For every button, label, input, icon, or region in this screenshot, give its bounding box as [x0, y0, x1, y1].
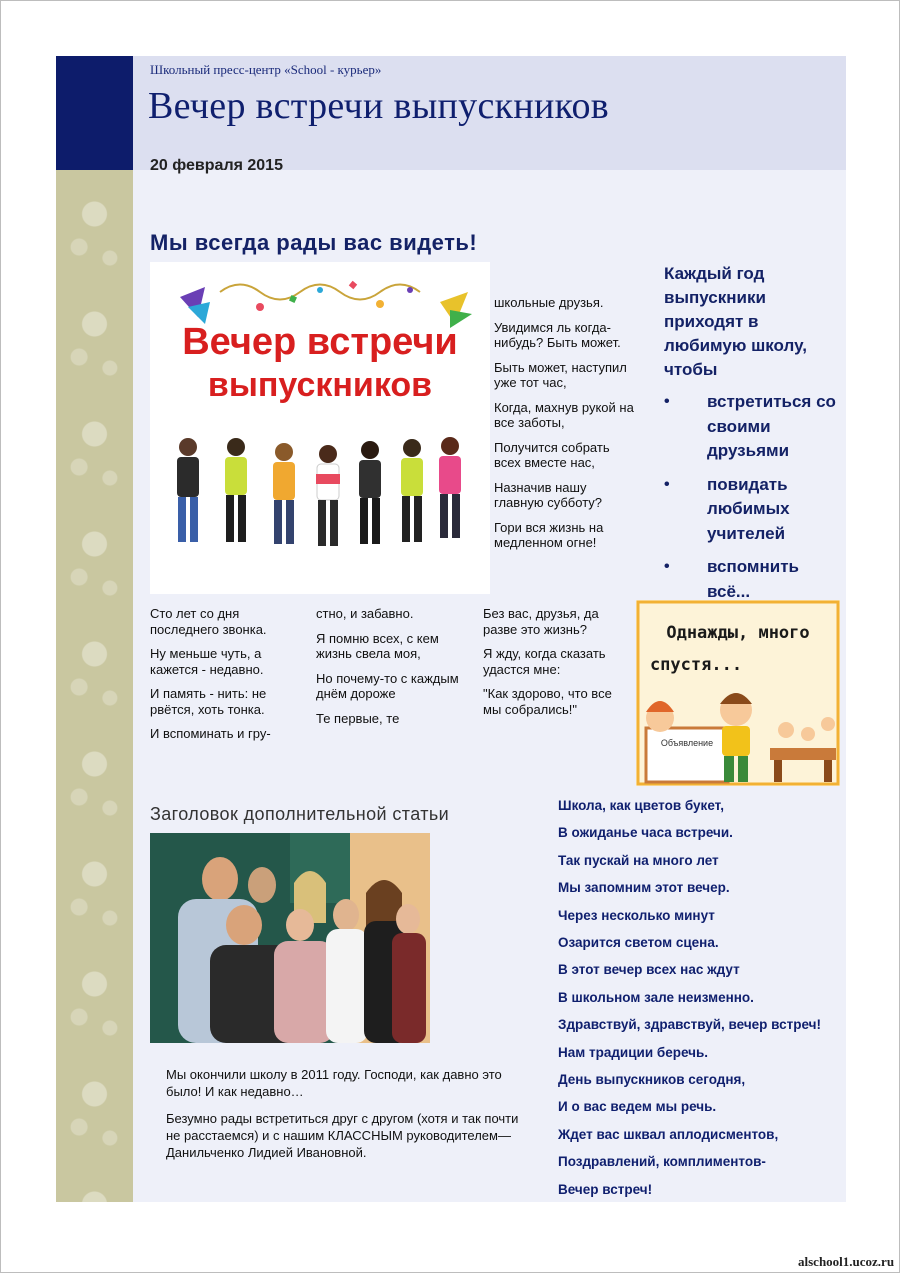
- verse-line: Ждет вас шквал аплодисментов,: [558, 1126, 779, 1142]
- hero-image: [150, 262, 490, 594]
- verse-line: Здравствуй, здравствуй, вечер встреч!: [558, 1017, 821, 1033]
- cartoon-illustration: [636, 600, 840, 786]
- poem-line: Я жду, когда сказать удастся мне:: [483, 646, 606, 677]
- verse-line: Поздравлений, комплиментов-: [558, 1154, 766, 1170]
- bullet-icon: •: [664, 475, 670, 493]
- hero-text-line2: выпускников: [207, 366, 433, 404]
- issue-date: 20 февраля 2015: [150, 157, 283, 174]
- poem-line: Но почему-то с каждым днём дороже: [316, 670, 459, 701]
- poem-column-right: [494, 295, 634, 560]
- verse-line: И о вас ведем мы речь.: [558, 1099, 717, 1115]
- sidebar-list: [650, 390, 840, 604]
- poem-column-2: [316, 606, 466, 735]
- verse-line: В этот вечер всех нас ждут: [558, 962, 740, 978]
- illustration-caption-line1: Однажды, много: [666, 623, 810, 643]
- article-paragraph: Безумно рады встретиться друг с другом (хотя и так почти не расстаемся) и с нашим КЛАССНЫМ руководителем—Данильченко Лидией Ивановной.: [166, 1111, 519, 1160]
- poem-line: школьные друзья.: [494, 295, 604, 310]
- sidebar-list-item: [650, 390, 840, 464]
- poem-line: Гори вся жизнь на медленном огне!: [494, 519, 604, 550]
- verse-line: Так пускай на много лет: [558, 852, 719, 868]
- poem-line: И память - нить: не рвётся, хоть тонка.: [150, 686, 267, 717]
- side-illustration: [636, 600, 840, 786]
- sidebar-callout: [650, 262, 840, 613]
- verse-line: В ожиданье часа встречи.: [558, 825, 733, 841]
- bullet-icon: •: [664, 393, 670, 410]
- poem-line: Ну меньше чуть, а кажется - недавно.: [150, 646, 264, 677]
- sidebar-list-item: [650, 473, 840, 547]
- page-title: Вечер встречи выпускников: [148, 85, 610, 127]
- poem-line: стно, и забавно.: [316, 606, 414, 621]
- verse-line: Через несколько минут: [558, 907, 715, 923]
- board-label: Объявление: [660, 738, 714, 748]
- poem-line: И вспоминать и гру-: [150, 726, 271, 741]
- header-accent-block: [56, 56, 133, 170]
- verse-line: Мы запомним этот вечер.: [558, 880, 730, 896]
- poem-line: Назначив нашу главную субботу?: [494, 479, 603, 510]
- verse-column: [558, 792, 843, 1203]
- sidebar-item-text: повидать любимых учителей: [707, 474, 790, 543]
- section-heading: Мы всегда рады вас видеть!: [150, 230, 478, 255]
- poem-line: Когда, махнув рукой на все заботы,: [494, 399, 634, 430]
- poem-line: Увидимся ль когда-нибудь? Быть может.: [494, 319, 621, 350]
- article-paragraph: Мы окончили школу в 2011 году. Господи, как давно это было! И как недавно…: [166, 1067, 502, 1099]
- sidebar-intro: Каждый год выпускники приходят в любимую школу, чтобы: [664, 264, 807, 379]
- decorative-side-band: [56, 170, 133, 1202]
- poem-line: Быть может, наступил уже тот час,: [494, 359, 627, 390]
- poem-line: Те первые, те: [316, 710, 400, 726]
- poem-column-1: [150, 606, 300, 751]
- bullet-icon: •: [664, 558, 670, 575]
- verse-line: В школьном зале неизменно.: [558, 989, 754, 1005]
- group-photo-image: [150, 833, 430, 1043]
- poem-line: Без вас, друзья, да разве это жизнь?: [483, 606, 599, 637]
- sidebar-item-text: вспомнить всё...: [707, 557, 799, 601]
- press-center-label: Школьный пресс-центр «School - курьер»: [150, 62, 382, 77]
- verse-line: Вечер встреч!: [558, 1181, 653, 1197]
- sidebar-list-item: [650, 555, 840, 604]
- hero-text-line1: Вечер встречи: [182, 321, 458, 363]
- group-photo: [150, 833, 430, 1043]
- poem-line: Я помню всех, с кем жизнь свела моя,: [316, 630, 439, 661]
- hero-illustration: [150, 262, 490, 594]
- verse-line: Школа, как цветов букет,: [558, 798, 724, 813]
- poem-line: "Как здорово, что все мы собрались!": [483, 686, 612, 717]
- illustration-caption-line2: спустя...: [649, 655, 743, 675]
- verse-line: День выпускников сегодня,: [558, 1072, 746, 1088]
- poem-line: Сто лет со дня последнего звонка.: [150, 606, 267, 637]
- site-watermark: alschool1.ucoz.ru: [798, 1254, 895, 1269]
- verse-line: Озарится светом сцена.: [558, 935, 719, 951]
- poem-line: Получится собрать всех вместе нас,: [494, 439, 610, 470]
- secondary-article-text: [166, 1066, 536, 1171]
- poem-column-3: [483, 606, 633, 726]
- verse-line: Нам традиции беречь.: [558, 1044, 709, 1060]
- sidebar-item-text: встретиться со своими друзьями: [707, 392, 836, 460]
- people-figures: [178, 857, 426, 1043]
- secondary-heading: Заголовок дополнительной статьи: [150, 804, 450, 824]
